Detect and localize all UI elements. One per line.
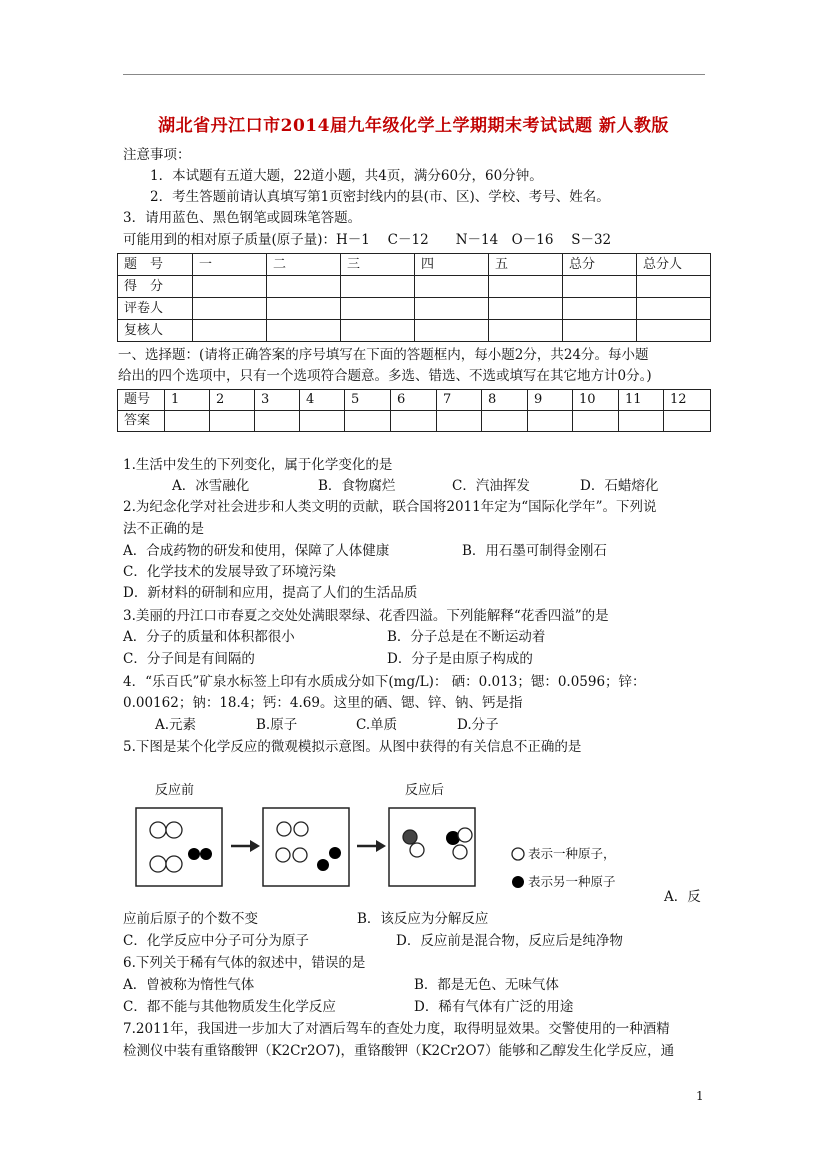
atomic-masses: 可能用到的相对原子质量(原子量)：H－1 C－12 N－14 O－16 S－32 xyxy=(123,232,612,248)
score-cell xyxy=(341,320,415,342)
option: A．曾被称为惰性气体 xyxy=(123,977,255,993)
question-1: 1.生活中发生的下列变化，属于化学变化的是 xyxy=(123,457,393,473)
black-atom xyxy=(329,847,341,859)
table-cell: 7 xyxy=(437,390,482,411)
score-cell xyxy=(193,298,267,320)
table-cell: 四 xyxy=(415,254,489,276)
option: B．都是无色、无味气体 xyxy=(414,977,559,993)
score-table xyxy=(117,253,711,342)
option: C．化学技术的发展导致了环境污染 xyxy=(123,564,336,580)
option: B.原子 xyxy=(256,717,298,733)
option: C．都不能与其他物质发生化学反应 xyxy=(123,999,336,1015)
white-atom xyxy=(458,828,472,842)
answer-cell xyxy=(573,411,619,432)
white-atom xyxy=(293,848,307,862)
label-after: 反应后 xyxy=(405,782,445,797)
page-number: 1 xyxy=(696,1089,704,1103)
arrow-head xyxy=(376,840,386,852)
table-row xyxy=(118,276,711,298)
question-4: 4．“乐百氏”矿泉水标签上印有水质成分如下(mg/L)： 硒：0.013；锶：0.0596；锌： xyxy=(123,674,646,690)
section1-intro: 一、选择题：(请将正确答案的序号填写在下面的答题框内，每小题2分，共24分。每小题 xyxy=(118,347,649,363)
question-5: 5.下图是某个化学反应的微观模拟示意图。从图中获得的有关信息不正确的是 xyxy=(123,739,582,755)
question-2: 2.为纪念化学对社会进步和人类文明的贡献，联合国将2011年定为“国际化学年”。下列说 xyxy=(123,499,657,515)
table-cell: 2 xyxy=(210,390,255,411)
answer-cell xyxy=(528,411,573,432)
answer-cell xyxy=(391,411,437,432)
question-2: 法不正确的是 xyxy=(123,521,204,537)
answer-cell xyxy=(345,411,391,432)
option: C.单质 xyxy=(356,717,398,733)
table-cell: 8 xyxy=(482,390,528,411)
white-atom xyxy=(294,822,308,836)
reaction-diagram-svg xyxy=(135,776,645,891)
question-3: 3.美丽的丹江口市春夏之交处处满眼翠绿、花香四溢。下列能解释“花香四溢”的是 xyxy=(123,608,609,624)
table-cell: 二 xyxy=(267,254,341,276)
header-rule xyxy=(123,74,705,75)
answer-cell xyxy=(482,411,528,432)
score-cell xyxy=(637,298,711,320)
score-cell xyxy=(637,320,711,342)
score-cell xyxy=(489,320,563,342)
question-7: 7.2011年，我国进一步加大了对酒后驾车的查处力度，取得明显效果。交警使用的一种酒精 xyxy=(123,1021,670,1037)
white-atom xyxy=(277,822,291,836)
black-atom xyxy=(200,848,212,860)
middle-box xyxy=(263,808,349,886)
table-row xyxy=(118,320,711,342)
table-cell: 评卷人 xyxy=(118,298,193,320)
note-item: 2．考生答题前请认真填写第1页密封线内的县(市、区)、学校、考号、姓名。 xyxy=(150,189,610,205)
table-row xyxy=(118,298,711,320)
page-title: 湖北省丹江口市2014届九年级化学上学期期末考试试题 新人教版 xyxy=(158,116,669,136)
score-cell xyxy=(267,276,341,298)
answer-table xyxy=(117,389,711,432)
score-cell xyxy=(637,276,711,298)
table-row xyxy=(118,390,711,411)
score-cell xyxy=(415,320,489,342)
table-cell: 一 xyxy=(193,254,267,276)
reaction-diagram xyxy=(135,776,645,891)
white-atom xyxy=(150,822,166,838)
table-cell: 总分 xyxy=(563,254,637,276)
option: B．分子总是在不断运动着 xyxy=(387,629,546,645)
table-cell: 1 xyxy=(165,390,210,411)
table-cell: 题号 xyxy=(118,390,165,411)
score-cell xyxy=(563,298,637,320)
score-cell xyxy=(341,276,415,298)
table-cell: 总分人 xyxy=(637,254,711,276)
table-row xyxy=(118,411,711,432)
note-item: 1．本试题有五道大题，22道小题，共4页，满分60分，60分钟。 xyxy=(150,168,543,184)
white-atom xyxy=(166,856,182,872)
table-cell: 答案 xyxy=(118,411,165,432)
answer-cell xyxy=(255,411,300,432)
score-cell xyxy=(489,298,563,320)
option: B．食物腐烂 xyxy=(318,478,396,494)
question-4: 0.00162；钠：18.4；钙：4.69。这里的硒、锶、锌、钠、钙是指 xyxy=(123,695,523,711)
option: A．反 xyxy=(664,889,701,905)
table-cell: 5 xyxy=(345,390,391,411)
legend-black-atom xyxy=(512,876,524,888)
option: D．稀有气体有广泛的用途 xyxy=(414,999,574,1015)
table-cell: 3 xyxy=(255,390,300,411)
score-cell xyxy=(193,320,267,342)
table-cell: 9 xyxy=(528,390,573,411)
option: A．冰雪融化 xyxy=(172,478,250,494)
option: A．分子的质量和体积都很小 xyxy=(123,629,295,645)
section1-intro: 给出的四个选项中，只有一个选项符合题意。多选、错选、不选或填写在其它地方计0分。) xyxy=(118,368,652,384)
table-cell: 五 xyxy=(489,254,563,276)
table-cell: 6 xyxy=(391,390,437,411)
black-atom xyxy=(188,848,200,860)
option: D．石蜡熔化 xyxy=(580,478,659,494)
white-atom xyxy=(453,845,467,859)
option: B．用石墨可制得金刚石 xyxy=(462,543,607,559)
arrow-head xyxy=(250,840,260,852)
score-cell xyxy=(415,276,489,298)
answer-cell xyxy=(437,411,482,432)
question-6: 6.下列关于稀有气体的叙述中，错误的是 xyxy=(123,955,366,971)
black-atom xyxy=(403,830,417,844)
table-cell: 11 xyxy=(619,390,664,411)
legend-label: 表示一种原子， xyxy=(528,847,616,861)
label-before: 反应前 xyxy=(155,782,195,797)
table-row xyxy=(118,254,711,276)
table-cell: 4 xyxy=(300,390,345,411)
score-cell xyxy=(415,298,489,320)
score-cell xyxy=(267,320,341,342)
option: C．分子间是有间隔的 xyxy=(123,651,255,667)
score-cell xyxy=(563,276,637,298)
white-atom xyxy=(166,822,182,838)
answer-cell xyxy=(619,411,664,432)
option: B．该反应为分解反应 xyxy=(357,911,489,927)
before-box xyxy=(136,808,222,886)
black-atom xyxy=(317,859,329,871)
table-cell: 10 xyxy=(573,390,619,411)
white-atom xyxy=(276,848,290,862)
score-cell xyxy=(193,276,267,298)
option: 应前后原子的个数不变 xyxy=(123,911,258,927)
option: C．化学反应中分子可分为原子 xyxy=(123,933,309,949)
option: C．汽油挥发 xyxy=(452,478,530,494)
notes-heading: 注意事项： xyxy=(123,147,191,163)
answer-cell xyxy=(165,411,210,432)
option: D．新材料的研制和应用，提高了人们的生活品质 xyxy=(123,585,418,601)
option: D．反应前是混合物，反应后是纯净物 xyxy=(396,933,623,949)
question-7: 检测仪中装有重铬酸钾（K2Cr2O7)，重铬酸钾（K2Cr2O7）能够和乙醇发生化学反应，通 xyxy=(123,1043,675,1059)
answer-cell xyxy=(300,411,345,432)
score-cell xyxy=(267,298,341,320)
table-cell: 题 号 xyxy=(118,254,193,276)
score-cell xyxy=(563,320,637,342)
white-atom xyxy=(150,856,166,872)
white-atom xyxy=(410,843,424,857)
legend-white-atom xyxy=(512,848,524,860)
table-cell: 复核人 xyxy=(118,320,193,342)
answer-cell xyxy=(210,411,255,432)
option: D.分子 xyxy=(457,717,499,733)
table-cell: 得 分 xyxy=(118,276,193,298)
score-cell xyxy=(489,276,563,298)
legend-label: 表示另一种原子 xyxy=(528,875,616,889)
option: A.元素 xyxy=(155,717,197,733)
table-cell: 三 xyxy=(341,254,415,276)
answer-cell xyxy=(664,411,711,432)
option: A．合成药物的研发和使用，保障了人体健康 xyxy=(123,543,390,559)
note-item: 3．请用蓝色、黑色钢笔或圆珠笔答题。 xyxy=(123,210,362,226)
score-cell xyxy=(341,298,415,320)
table-cell: 12 xyxy=(664,390,711,411)
option: D．分子是由原子构成的 xyxy=(387,651,533,667)
